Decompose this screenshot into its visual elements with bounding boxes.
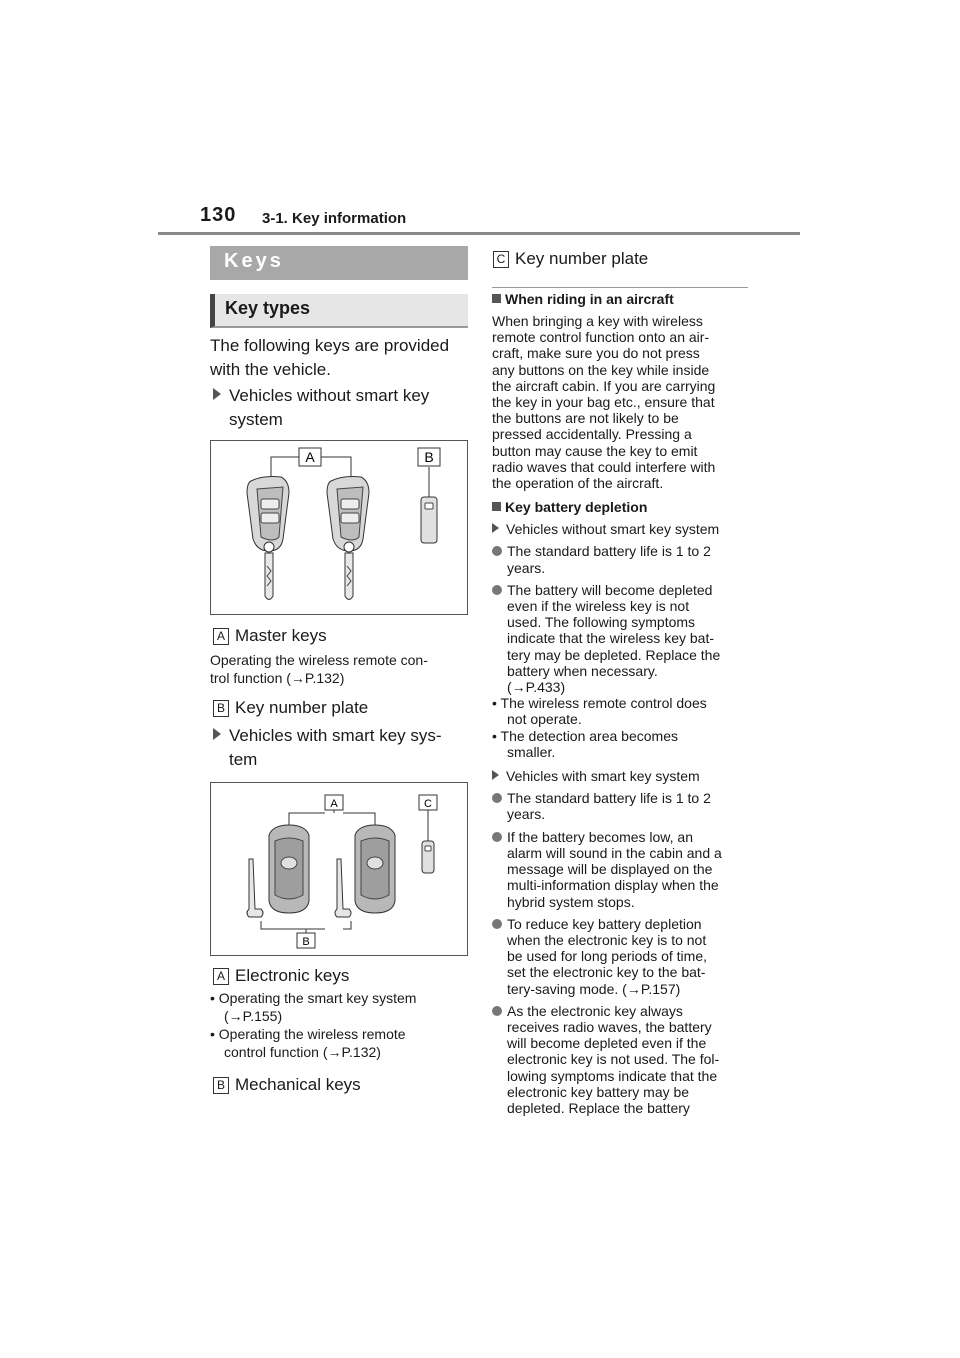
- heading-line: tem: [229, 750, 258, 769]
- callout-a-badge: A: [213, 968, 229, 985]
- key-number-plate-icon: [422, 841, 434, 873]
- callout-a-badge: A: [213, 628, 229, 645]
- nosmart-bullet-2: The battery will become depleted even if the wireless key is not used. The following symptoms indicate that the wireless key bat- tery may be depleted. Replace the battery when necessary. (→P.433): [492, 582, 754, 695]
- triangle-bullet-icon: [492, 523, 499, 533]
- mechanical-key-icon: [335, 859, 351, 917]
- circle-bullet-icon: [492, 1006, 502, 1016]
- chapter-title: 3-1. Key information: [262, 210, 407, 227]
- section-title: Keys: [224, 250, 284, 272]
- electronic-key-icon: [355, 825, 395, 913]
- circle-bullet-icon: [492, 546, 502, 556]
- note-line: (→P.155): [224, 1008, 283, 1024]
- circle-bullet-icon: [492, 919, 502, 929]
- heading-line: Vehicles without smart key: [229, 386, 430, 405]
- electronic-keys-caption: [213, 964, 349, 988]
- text-line: remote control function onto an air-: [492, 329, 710, 346]
- square-bullet-icon: [492, 502, 501, 511]
- electronic-keys-illustration: [211, 783, 467, 955]
- key-number-plate-caption: [493, 247, 648, 271]
- text-line: the key in your bag etc., ensure that: [492, 394, 715, 411]
- figure-electronic-keys: [210, 782, 468, 956]
- heading-line: Vehicles with smart key sys-: [229, 726, 442, 745]
- note-line: trol function (→P.132): [210, 670, 345, 686]
- callout-b-badge: B: [213, 1077, 229, 1094]
- triangle-bullet-icon: [492, 770, 499, 780]
- nosmart-bullet-1: The standard battery life is 1 to 2 years.: [492, 543, 754, 575]
- intro-line: with the vehicle.: [210, 360, 331, 379]
- note-line: Operating the wireless remote con-: [210, 652, 428, 668]
- circle-bullet-icon: [492, 793, 502, 803]
- right-column-rule: [492, 287, 748, 288]
- master-keys-label: Master keys: [235, 626, 327, 645]
- triangle-bullet-icon: [213, 388, 221, 400]
- nosmart-symptom-2: • The detection area becomes smaller.: [492, 727, 678, 760]
- number-plate-caption: [213, 696, 368, 720]
- smart-heading: [213, 724, 442, 772]
- nosmart-symptom-1: • The wireless remote control does not operate.: [492, 695, 707, 728]
- square-bullet-icon: [492, 294, 501, 303]
- master-key-icon: [247, 477, 289, 600]
- circle-bullet-icon: [492, 832, 502, 842]
- callout-c-badge: C: [493, 251, 509, 268]
- number-plate-label: Key number plate: [235, 698, 369, 717]
- nosmart-heading: [213, 384, 429, 432]
- text-line: the operation of the aircraft.: [492, 475, 664, 492]
- text-line: craft, make sure you do not press: [492, 345, 700, 362]
- electronic-keys-notes: [210, 989, 416, 1061]
- fig2-label-a: A: [330, 798, 338, 810]
- master-keys-illustration: [211, 441, 467, 614]
- aircraft-heading: When riding in an aircraft: [492, 291, 754, 307]
- circle-bullet-icon: [492, 585, 502, 595]
- page-number: 130: [200, 204, 237, 226]
- intro-paragraph: [210, 334, 449, 382]
- fig2-label-c: C: [424, 798, 432, 810]
- text-line: When bringing a key with wireless: [492, 313, 703, 329]
- nosmart-subheading: Vehicles without smart key system: [492, 521, 754, 537]
- right-column-content: [492, 291, 754, 1116]
- intro-line: The following keys are provided: [210, 336, 450, 355]
- figure-master-keys: [210, 440, 468, 615]
- fig2-label-b: B: [302, 936, 310, 948]
- text-line: button may cause the key to emit: [492, 442, 698, 459]
- master-keys-note: [210, 651, 428, 687]
- subsection-title: Key types: [225, 298, 311, 318]
- text-line: radio waves that could interfere with: [492, 458, 716, 475]
- section-title-bar: [210, 246, 468, 280]
- text-line: pressed accidentally. Pressing a: [492, 426, 692, 443]
- mechanical-keys-caption: [213, 1073, 361, 1097]
- header-rule: [158, 232, 800, 235]
- depletion-heading: Key battery depletion: [492, 499, 754, 515]
- smart-bullet-1: The standard battery life is 1 to 2 years.: [492, 790, 754, 822]
- key-number-plate-icon: [421, 497, 437, 543]
- fig1-label-b: B: [424, 449, 434, 465]
- note-line: • Operating the wireless remote: [210, 1026, 406, 1042]
- fig1-label-a: A: [305, 449, 315, 465]
- text-line: the buttons are not likely to be: [492, 410, 679, 427]
- text-line: any buttons on the key while inside: [492, 361, 710, 378]
- smart-bullet-2: If the battery becomes low, an alarm will sound in the cabin and a message will be displayed on the multi-information display when the hybrid system stops.: [492, 829, 754, 910]
- smart-subheading: Vehicles with smart key system: [492, 768, 754, 784]
- mechanical-key-icon: [247, 859, 263, 917]
- key-number-plate-label: Key number plate: [515, 249, 649, 268]
- note-line: • Operating the smart key system: [210, 990, 417, 1006]
- master-keys-caption: [213, 624, 327, 648]
- heading-line: system: [229, 410, 283, 429]
- master-key-icon: [327, 477, 369, 600]
- electronic-keys-label: Electronic keys: [235, 966, 350, 985]
- electronic-key-icon: [269, 825, 309, 913]
- aircraft-paragraph: [492, 313, 754, 491]
- note-line: control function (→P.132): [224, 1044, 381, 1060]
- callout-b-badge: B: [213, 700, 229, 717]
- subsection-title-bar: [210, 294, 468, 328]
- mechanical-keys-label: Mechanical keys: [235, 1075, 361, 1094]
- text-line: the aircraft cabin. If you are carrying: [492, 377, 716, 394]
- smart-bullet-3: To reduce key battery depletion when the electronic key is to not be used for long periods of time, set the electronic key to the bat- tery-saving mode. (→P.157): [492, 916, 754, 997]
- triangle-bullet-icon: [213, 728, 221, 740]
- smart-bullet-4: As the electronic key always receives radio waves, the battery will become depleted even if the electronic key is not used. The fol- lowing symptoms indicate that the electronic key battery may be depleted. Replace the battery: [492, 1003, 754, 1116]
